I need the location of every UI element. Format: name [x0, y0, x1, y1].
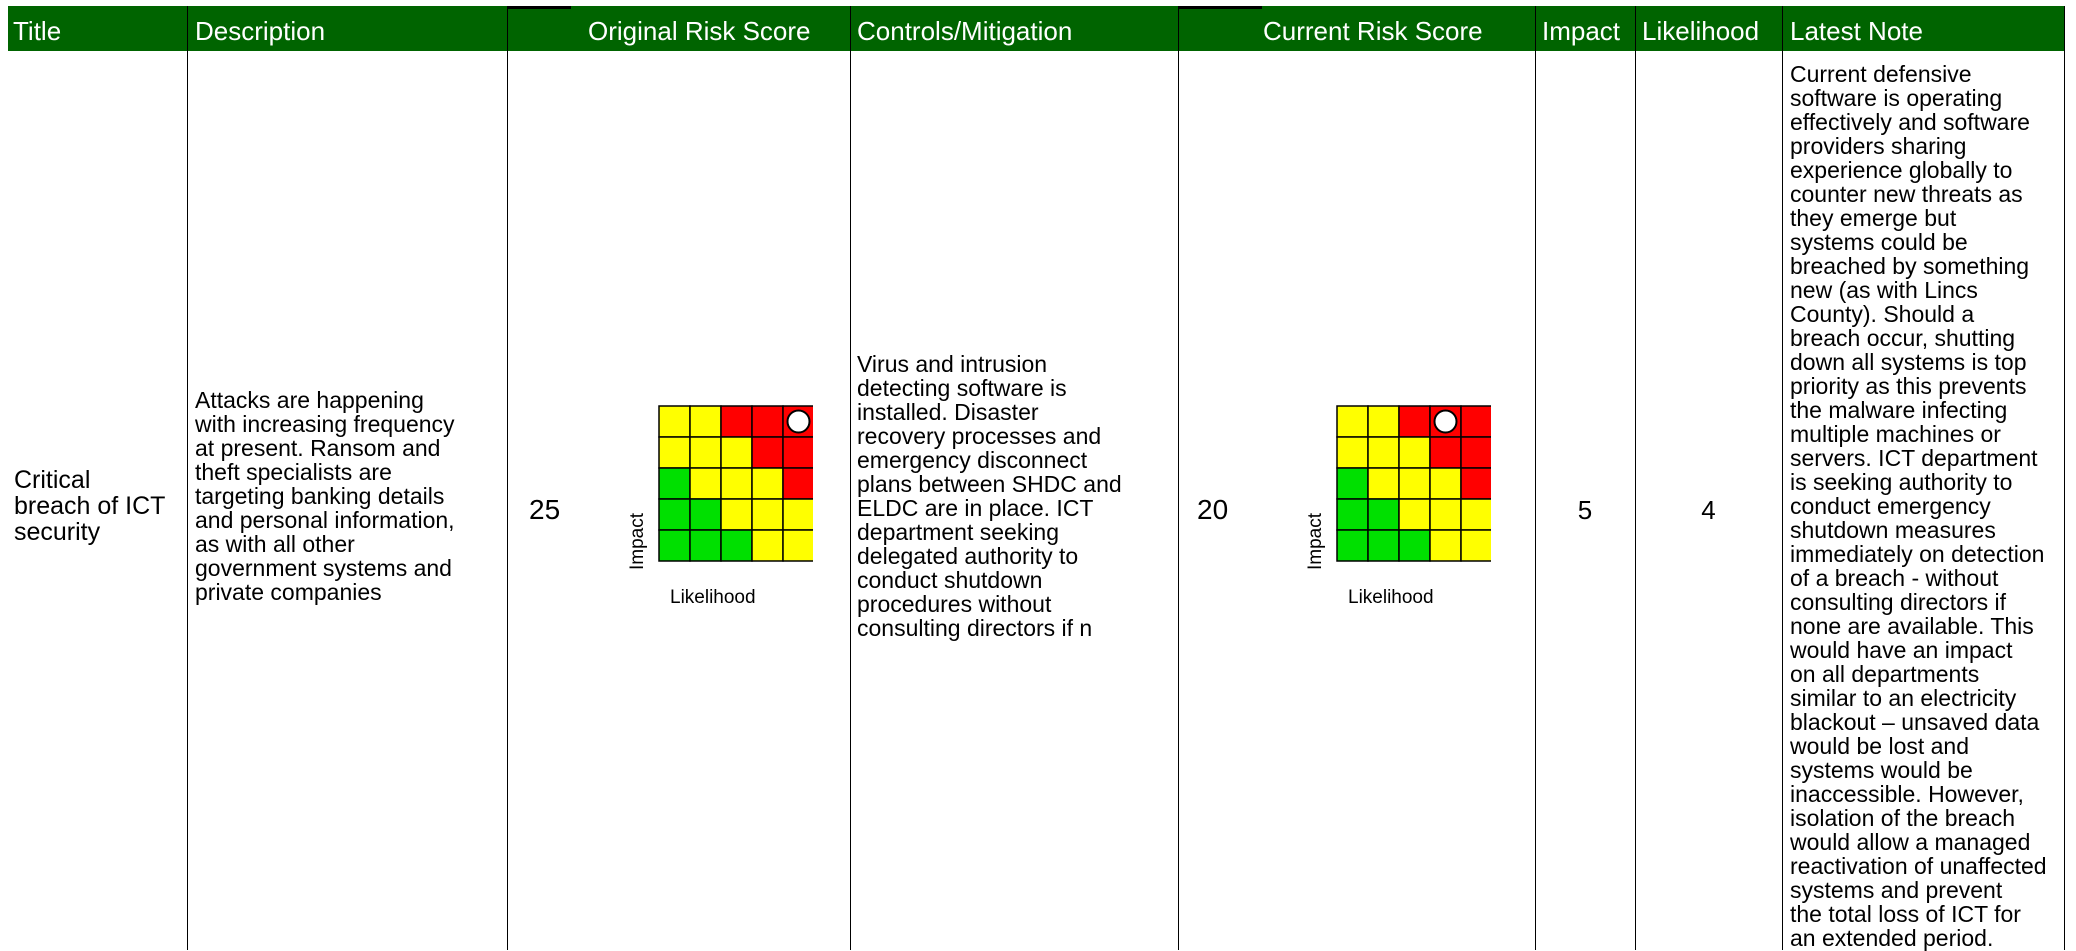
column-divider: [850, 6, 851, 950]
header-impact: Impact: [1542, 16, 1621, 46]
current-risk-matrix: [1298, 405, 1498, 620]
matrix-cell-yellow: [1399, 468, 1430, 499]
matrix-cell-green: [1337, 530, 1368, 561]
risk-marker: [1435, 411, 1457, 433]
matrix-cell-yellow: [690, 437, 721, 468]
matrix-cell-yellow: [659, 437, 690, 468]
matrix-cell-red: [1461, 437, 1491, 468]
header-description: Description: [195, 16, 326, 46]
matrix-cell-yellow: [1430, 499, 1461, 530]
matrix-cell-red: [1399, 406, 1430, 437]
latest-note-text: Current defensive software is operating effectively and software providers sharing experience globally to counter new threats as they emerge but systems could be breached by something new (as with Lincs County). Should a breach occur, shutting down all systems is top priority as this prevents the malware infecting multiple machines or servers. ICT department is seeking authority to conduct emergency shutdown measures immediately on detection of a breach - without consulting directors if none are available. This would have an impact on all departments similar to an electricity blackout – unsaved data would be lost and systems would be inaccessible. However, isolation of the breach would allow a managed reactivation of unaffected systems and prevent the total loss of ICT for an extended period.: [1790, 61, 2047, 951]
matrix-cell-red: [1461, 468, 1491, 499]
matrix-cell-yellow: [1399, 437, 1430, 468]
matrix-cell-red: [783, 468, 813, 499]
matrix-cell-yellow: [1368, 468, 1399, 499]
matrix-cell-yellow: [1461, 530, 1491, 561]
matrix-cell-yellow: [752, 530, 783, 561]
original-risk-matrix: [620, 405, 820, 620]
header-original-risk-score: Original Risk Score: [588, 16, 811, 46]
current-risk-score: 20: [1197, 494, 1229, 525]
current-matrix-grid: [1336, 405, 1491, 567]
matrix-cell-green: [721, 530, 752, 561]
matrix-cell-green: [1337, 468, 1368, 499]
matrix-cell-green: [1368, 530, 1399, 561]
matrix-cell-yellow: [1430, 468, 1461, 499]
matrix-cell-yellow: [1337, 437, 1368, 468]
matrix-cell-green: [1399, 530, 1430, 561]
matrix-cell-yellow: [752, 499, 783, 530]
header-likelihood: Likelihood: [1642, 16, 1760, 46]
column-divider: [2064, 6, 2065, 950]
matrix-cell-red: [1430, 437, 1461, 468]
header-controls-mitigation: Controls/Mitigation: [857, 16, 1073, 46]
column-divider: [1178, 6, 1179, 950]
matrix-cell-green: [1337, 499, 1368, 530]
matrix-axis-likelihood: Likelihood: [1348, 587, 1434, 608]
header-divider-accent: [507, 6, 571, 9]
column-divider: [507, 6, 508, 950]
matrix-cell-green: [690, 499, 721, 530]
header-divider-accent: [1178, 6, 1262, 9]
column-divider: [187, 6, 188, 950]
matrix-cell-yellow: [690, 406, 721, 437]
header-title: Title: [13, 16, 62, 46]
matrix-cell-yellow: [721, 437, 752, 468]
header-current-risk-score: Current Risk Score: [1263, 16, 1483, 46]
matrix-axis-impact: Impact: [1305, 512, 1326, 570]
original-matrix-grid: [658, 405, 813, 567]
matrix-cell-yellow: [659, 406, 690, 437]
matrix-cell-red: [1461, 406, 1491, 437]
matrix-axis-likelihood: Likelihood: [670, 587, 756, 608]
matrix-cell-green: [690, 530, 721, 561]
matrix-axis-impact: Impact: [627, 512, 648, 570]
matrix-cell-red: [752, 406, 783, 437]
matrix-cell-red: [752, 437, 783, 468]
risk-marker: [788, 411, 810, 433]
original-risk-score: 25: [529, 494, 561, 525]
risk-description: Attacks are happening with increasing frequency at present. Ransom and theft specialists are targeting banking details and personal information, as with all other government systems and private companies: [195, 387, 455, 605]
matrix-cell-yellow: [752, 468, 783, 499]
matrix-cell-green: [659, 530, 690, 561]
matrix-cell-yellow: [1461, 499, 1491, 530]
risk-title: Critical breach of ICT security: [14, 466, 166, 546]
column-divider: [1635, 6, 1636, 950]
header-latest-note: Latest Note: [1790, 16, 1923, 46]
impact-value: 5: [1577, 495, 1593, 525]
likelihood-value: 4: [1701, 495, 1716, 525]
matrix-cell-yellow: [1430, 530, 1461, 561]
matrix-cell-yellow: [783, 530, 813, 561]
matrix-cell-yellow: [721, 499, 752, 530]
matrix-cell-green: [659, 499, 690, 530]
controls-mitigation-text: Virus and intrusion detecting software is installed. Disaster recovery processes and emergency disconnect plans between SHDC and ELDC are in place. ICT department seeking delegated authority to conduct shutdown procedures without consulting directors if n: [857, 351, 1122, 641]
matrix-cell-green: [659, 468, 690, 499]
matrix-cell-red: [721, 406, 752, 437]
matrix-cell-yellow: [1337, 406, 1368, 437]
matrix-cell-yellow: [1368, 437, 1399, 468]
matrix-cell-red: [783, 437, 813, 468]
matrix-cell-yellow: [1399, 499, 1430, 530]
column-divider: [1535, 6, 1536, 950]
matrix-cell-yellow: [783, 499, 813, 530]
matrix-cell-yellow: [1368, 406, 1399, 437]
matrix-cell-yellow: [690, 468, 721, 499]
matrix-cell-green: [1368, 499, 1399, 530]
column-divider: [1782, 6, 1783, 950]
matrix-cell-yellow: [721, 468, 752, 499]
risk-register-table: [8, 6, 2065, 950]
